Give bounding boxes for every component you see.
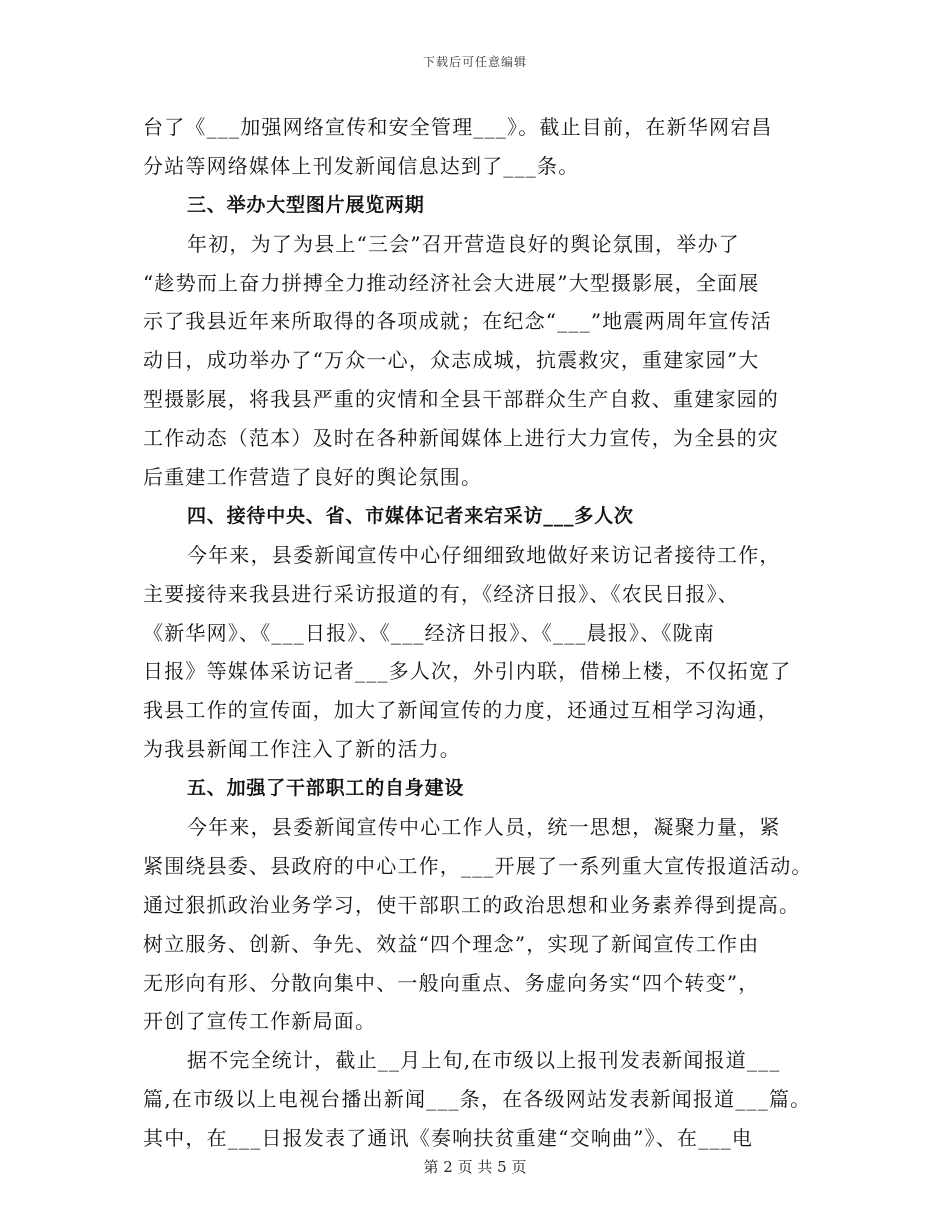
paragraph-line: 后重建工作营造了良好的舆论氛围。 bbox=[143, 465, 483, 490]
paragraph-line: 据不完全统计，截止__月上旬,在市级以上报刊发表新闻报道___ bbox=[187, 1048, 781, 1073]
paragraph-line: 开创了宣传工作新局面。 bbox=[143, 1009, 377, 1034]
paragraph-line: 其中，在___日报发表了通讯《奏响扶贫重建“交响曲”》、在___电 bbox=[143, 1126, 754, 1151]
paragraph-line: “趁势而上奋力拼搏全力推动经济社会大进展”大型摄影展，全面展 bbox=[143, 270, 760, 295]
page-header: 下载后可任意编辑 bbox=[422, 55, 527, 69]
section-heading: 四、接待中央、省、市媒体记者来宕采访___多人次 bbox=[187, 504, 634, 527]
paragraph-line: 年初，为了为县上“三会”召开营造良好的舆论氛围，举办了 bbox=[187, 231, 740, 256]
page-footer: 第 2 页 共 5 页 bbox=[423, 1158, 527, 1176]
paragraph-line: 型摄影展，将我县严重的灾情和全县干部群众生产自救、重建家园的 bbox=[143, 387, 779, 412]
document-body bbox=[143, 108, 813, 1158]
section-heading: 五、加强了干部职工的自身建设 bbox=[187, 777, 465, 800]
paragraph-line: 《新华网》、《___日报》、《___经济日报》、《___晨报》、《陇南 bbox=[143, 620, 715, 645]
paragraph-line: 动日，成功举办了“万众一心，众志成城，抗震救灾，重建家园”大 bbox=[143, 348, 760, 373]
paragraph-line: 台了《___加强网络宣传和安全管理___》。截止目前，在新华网宕昌 bbox=[143, 115, 773, 139]
paragraph-line: 今年来，县委新闻宣传中心仔细细致地做好来访记者接待工作， bbox=[187, 542, 781, 567]
paragraph-line: 示了我县近年来所取得的各项成就；在纪念“___”地震两周年宣传活 bbox=[143, 309, 772, 334]
paragraph-line: 为我县新闻工作注入了新的活力。 bbox=[143, 737, 461, 762]
paragraph-line: 日报》等媒体采访记者___多人次，外引内联，借梯上楼，不仅拓宽了 bbox=[143, 659, 792, 684]
paragraph-line: 今年来，县委新闻宣传中心工作人员，统一思想，凝聚力量，紧 bbox=[187, 815, 781, 840]
paragraph-line: 紧围绕县委、县政府的中心工作，___开展了一系列重大宣传报道活动。 bbox=[143, 853, 813, 878]
paragraph-line: 树立服务、创新、争先、效益“四个理念”，实现了新闻宣传工作由 bbox=[143, 931, 760, 956]
paragraph-line: 主要接待来我县进行采访报道的有，《经济日报》、《农民日报》、 bbox=[143, 581, 739, 606]
paragraph-line: 篇,在市级以上电视台播出新闻___条，在各级网站发表新闻报道___篇。 bbox=[143, 1087, 812, 1112]
paragraph-line: 工作动态（范本）及时在各种新闻媒体上进行大力宣传，为全县的灾 bbox=[143, 426, 779, 451]
section-heading: 三、举办大型图片展览两期 bbox=[187, 193, 425, 216]
paragraph-line: 无形向有形、分散向集中、一般向重点、务虚向务实“四个转变”， bbox=[143, 970, 760, 995]
paragraph-line: 通过狠抓政治业务学习，使干部职工的政治思想和业务素养得到提高。 bbox=[143, 892, 801, 917]
paragraph-line: 分站等网络媒体上刊发新闻信息达到了___条。 bbox=[143, 153, 580, 178]
paragraph-line: 我县工作的宣传面，加大了新闻宣传的力度，还通过互相学习沟通， bbox=[143, 698, 779, 723]
